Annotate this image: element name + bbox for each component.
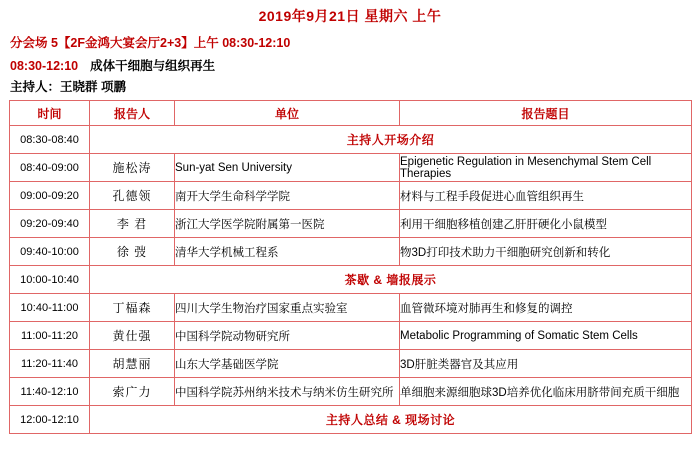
table-row [10,406,692,434]
cell-time: 08:30-08:40 [10,126,90,154]
cell-time: 11:20-11:40 [10,350,90,378]
cell-organization: 中国科学院苏州纳米技术与纳米仿生研究所 [175,378,400,406]
cell-time: 11:40-12:10 [10,378,90,406]
table-row [10,266,692,294]
cell-title: 单细胞来源细胞球3D培养优化临床用脐带间充质干细胞 [400,378,692,406]
cell-organization: 清华大学机械工程系 [175,238,400,266]
cell-speaker: 胡慧丽 [90,350,175,378]
table-row [10,210,692,238]
cell-title: 血管微环境对肺再生和修复的调控 [400,294,692,322]
cell-organization: Sun-yat Sen University [175,154,400,182]
cell-title: Metabolic Programming of Somatic Stem Cells [400,322,692,350]
cell-section-note: 茶歇 & 墙报展示 [90,266,692,294]
table-row [10,154,692,182]
cell-organization: 中国科学院动物研究所 [175,322,400,350]
table-row [10,322,692,350]
cell-time: 11:00-11:20 [10,322,90,350]
cell-speaker: 黄仕强 [90,322,175,350]
cell-speaker: 索广力 [90,378,175,406]
cell-title: Epigenetic Regulation in Mesenchymal Stem Cell Therapies [400,154,692,182]
cell-speaker: 丁楅森 [90,294,175,322]
column-header-time: 时间 [10,101,90,126]
cell-title: 3D肝脏类器官及其应用 [400,350,692,378]
cell-title: 物3D打印技术助力干细胞研究创新和转化 [400,238,692,266]
cell-organization: 浙江大学医学院附属第一医院 [175,210,400,238]
table-row [10,350,692,378]
cell-organization: 山东大学基础医学院 [175,350,400,378]
cell-organization: 四川大学生物治疗国家重点实验室 [175,294,400,322]
cell-speaker: 孔德领 [90,182,175,210]
cell-time: 10:40-11:00 [10,294,90,322]
cell-speaker: 徐 弢 [90,238,175,266]
table-row [10,126,692,154]
table-row [10,378,692,406]
subject-title: 成体干细胞与组织再生 [90,59,216,73]
cell-time: 12:00-12:10 [10,406,90,434]
cell-section-note: 主持人开场介绍 [90,126,692,154]
cell-organization: 南开大学生命科学学院 [175,182,400,210]
table-header-row [10,101,692,126]
cell-title: 材料与工程手段促进心血管组织再生 [400,182,692,210]
subject-heading [0,56,700,77]
date-heading: 2019年9月21日 星期六 上午 [258,8,442,24]
table-row [10,238,692,266]
cell-title: 利用干细胞移植创建乙肝肝硬化小鼠模型 [400,210,692,238]
cell-time: 09:00-09:20 [10,182,90,210]
host-heading: 主持人：王晓群 项鹏 [10,80,126,94]
cell-time: 09:20-09:40 [10,210,90,238]
cell-speaker: 施松涛 [90,154,175,182]
cell-time: 08:40-09:00 [10,154,90,182]
session-heading: 分会场 5【2F金鸿大宴会厅2+3】上午 08:30-12:10 [10,36,291,50]
subject-time: 08:30-12:10 [10,59,79,73]
cell-time: 10:00-10:40 [10,266,90,294]
column-header-title: 报告题目 [400,101,692,126]
column-header-speaker: 报告人 [90,101,175,126]
column-header-organization: 单位 [175,101,400,126]
table-row [10,182,692,210]
cell-time: 09:40-10:00 [10,238,90,266]
cell-section-note: 主持人总结 & 现场讨论 [90,406,692,434]
table-row [10,294,692,322]
cell-speaker: 李 君 [90,210,175,238]
agenda-table [9,100,692,434]
